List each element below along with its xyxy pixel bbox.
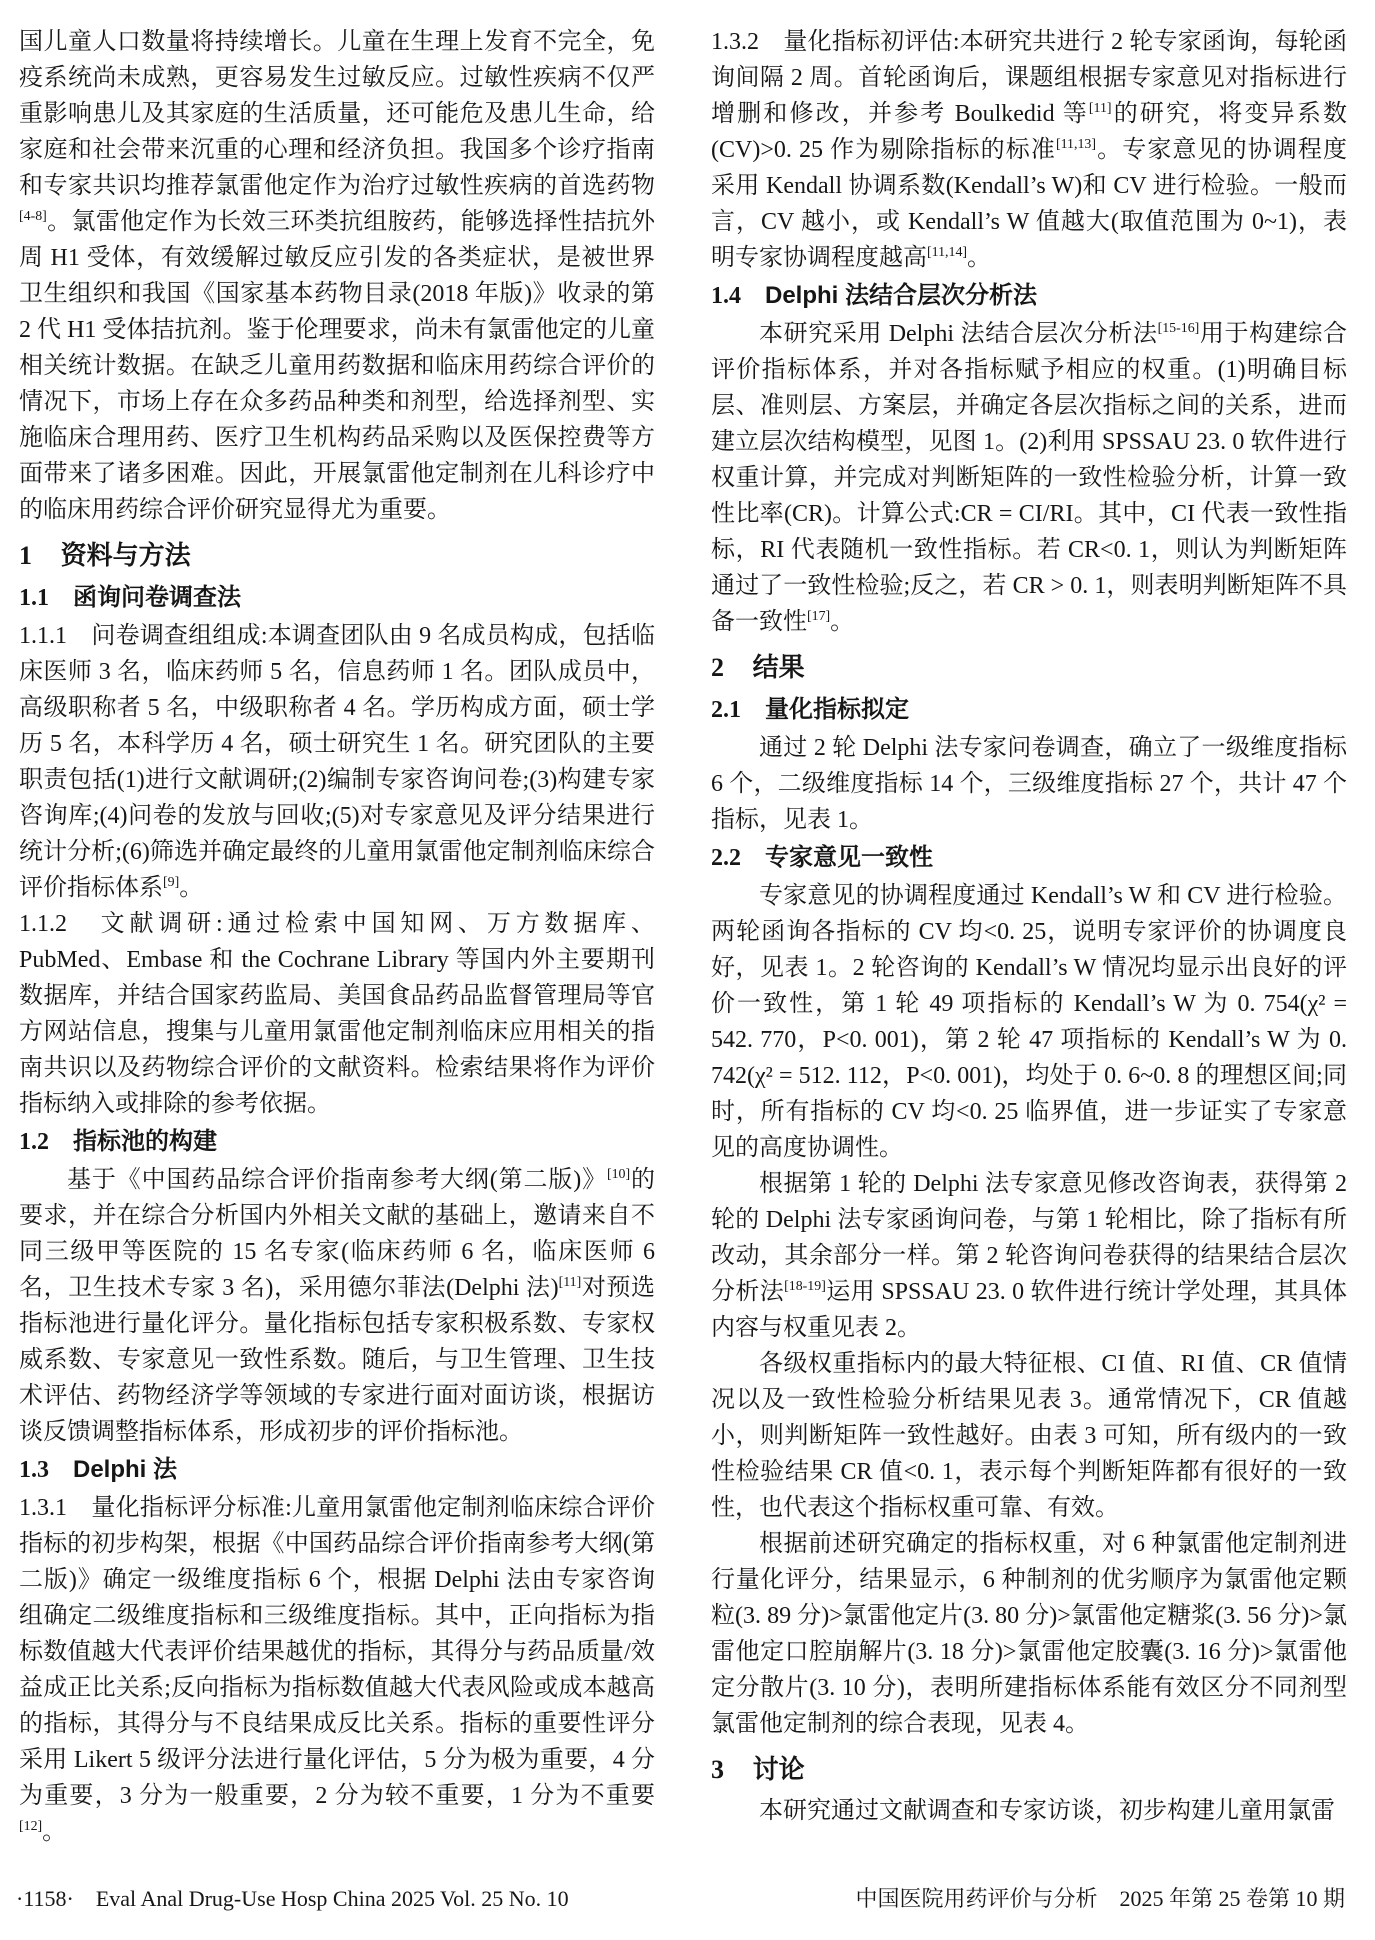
section-heading-3-discussion [711, 1748, 1347, 1791]
paragraph-1-3-1: 1.3.1 量化指标评分标准:儿童用氯雷他定制剂临床综合评价指标的初步构架，根据《中国药品综合评价指南参考大纲(第二版)》确定一级维度指标 6 个，根据 Delphi 法由专家咨询组确定二级维度指标和三级维度指标。其中，正向指标为指标数值越大代表评价结果越优的指标，其得分与药品质量/效益成正比关系;反向指标为指标数值越大代表风险或成本越高的指标，其得分与不良结果成反比关系。指标的重要性评分采用 Likert 5 级评分法进行量化评估，5 分为极为重要，4 分为重要，3 分为一般重要，2 分为较不重要，1 分为不重要[12]。 [19, 1495, 655, 1845]
subsection-heading-2-2 [711, 839, 1347, 877]
subsection-heading-1-3 [19, 1451, 655, 1489]
paragraph-2-1: 通过 2 轮 Delphi 法专家问卷调查，确立了一级维度指标 6 个，二级维度指标 14 个，三级维度指标 27 个，共计 47 个指标，见表 1。 [711, 735, 1347, 833]
paragraph-1-3-2: 1.3.2 量化指标初评估:本研究共进行 2 轮专家函询，每轮函询间隔 2 周。首轮函询后，课题组根据专家意见对指标进行增删和修改，并参考 Boulkedid 等[11]的研究，将变异系数(CV)>0. 25 作为剔除指标的标准[11,13]。专家意见的协调程度采用 Kendall 协调系数(Kendall’s W)和 CV 进行检验。一般而言，CV 越小，或 Kendall’s W 值越大(取值范围为 0~1)，表明专家协调程度越高[11,14]。 [711, 29, 1348, 271]
section-number: 1.2 [19, 1129, 49, 1155]
right-column [711, 24, 1347, 1850]
section-title: 函询问卷调查法 [73, 584, 241, 611]
page-footer [16, 1884, 1345, 1914]
paragraph-1-4: 本研究采用 Delphi 法结合层次分析法[15-16]用于构建综合评价指标体系，并对各指标赋予相应的权重。(1)明确目标层、准则层、方案层，并确定各层次指标之间的关系，进而建立层次结构模型，见图 1。(2)利用 SPSSAU 23. 0 软件进行权重计算，并完成对判断矩阵的一致性检验分析，计算一致性比率(CR)。计算公式:CR = CI/RI。其中，CI 代表一致性指标，RI 代表随机一致性指标。若 CR<0. 1，则认为判断矩阵通过了一致性检验;反之，若 CR > 0. 1，则表明判断矩阵不具备一致性[17]。 [711, 321, 1347, 635]
paragraph-2-2-cr-check: 各级权重指标内的最大特征根、CI 值、RI 值、CR 值情况以及一致性检验分析结果见表 3。通常情况下，CR 值越小，则判断矩阵一致性越好。由表 3 可知，所有级内的一致性检验结果 CR 值<0. 1，表示每个判断矩阵都有很好的一致性，也代表这个指标权重可靠、有效。 [711, 1351, 1347, 1521]
subsection-heading-1-2 [19, 1123, 655, 1161]
section-title: 讨论 [752, 1754, 805, 1784]
paragraph-intro-continued: 国儿童人口数量将持续增长。儿童在生理上发育不完全，免疫系统尚未成熟，更容易发生过敏反应。过敏性疾病不仅严重影响患儿及其家庭的生活质量，还可能危及患儿生命，给家庭和社会带来沉重的心理和经济负担。我国多个诊疗指南和专家共识均推荐氯雷他定作为治疗过敏性疾病的首选药物[4-8]。氯雷他定作为长效三环类抗组胺药，能够选择性拮抗外周 H1 受体，有效缓解过敏反应引发的各类症状，是被世界卫生组织和我国《国家基本药物目录(2018 年版)》收录的第 2 代 H1 受体拮抗剂。鉴于伦理要求，尚未有氯雷他定的儿童相关统计数据。在缺乏儿童用药数据和临床用药综合评价的情况下，市场上存在众多药品种类和剂型，给选择剂型、实施临床合理用药、医疗卫生机构药品采购以及医保控费等方面带来了诸多困难。因此，开展氯雷他定制剂在儿科诊疗中的临床用药综合评价研究显得尤为重要。 [19, 29, 655, 523]
paragraph-1-1-1: 1.1.1 问卷调查组组成:本调查团队由 9 名成员构成，包括临床医师 3 名，临床药师 5 名，信息药师 1 名。团队成员中，高级职称者 5 名，中级职称者 4 名。学历构成方面，硕士学历 5 名，本科学历 4 名，硕士研究生 1 名。研究团队的主要职责包括(1)进行文献调研;(2)编制专家咨询问卷;(3)构建专家咨询库;(4)问卷的发放与回收;(5)对专家意见及评分结果进行统计分析;(6)筛选并确定最终的儿童用氯雷他定制剂临床综合评价指标体系[9]。 [19, 623, 655, 901]
footer-journal-zh: 中国医院用药评价与分析 2025 年第 25 卷第 10 期 [855, 1886, 1345, 1911]
paragraph-2-2-round2: 根据第 1 轮的 Delphi 法专家意见修改咨询表，获得第 2 轮的 Delphi 法专家函询问卷，与第 1 轮相比，除了指标有所改动，其余部分一样。第 2 轮咨询问卷获得的结果结合层次分析法[18-19]运用 SPSSAU 23. 0 软件进行统计学处理，其具体内容与权重见表 2。 [711, 1171, 1347, 1341]
section-number: 3 [711, 1755, 724, 1784]
subsection-heading-1-1 [19, 579, 655, 617]
section-number: 1.1 [19, 585, 49, 611]
section-title: Delphi 法 [73, 1456, 178, 1483]
paragraph-2-2-scores: 根据前述研究确定的指标权重，对 6 种氯雷他定制剂进行量化评分，结果显示，6 种制剂的优劣顺序为氯雷他定颗粒(3. 89 分)>氯雷他定片(3. 80 分)>氯雷他定糖浆(3. 56 分)>氯雷他定口腔崩解片(3. 18 分)>氯雷他定胶囊(3. 16 分)>氯雷他定分散片(3. 10 分)，表明所建指标体系能有效区分不同剂型氯雷他定制剂的综合表现，见表 4。 [711, 1531, 1347, 1737]
paragraph-1-1-2: 1.1.2 文献调研:通过检索中国知网、万方数据库、PubMed、Embase 和 the Cochrane Library 等国内外主要期刊数据库，并结合国家药监局、美国食品药品监督管理局等官方网站信息，搜集与儿童用氯雷他定制剂临床应用相关的指南共识以及药物综合评价的文献资料。检索结果将作为评价指标纳入或排除的参考依据。 [19, 911, 655, 1117]
section-number: 1 [19, 541, 32, 570]
subsection-heading-1-4 [711, 277, 1347, 315]
section-title: 量化指标拟定 [765, 696, 909, 723]
section-number: 1.3 [19, 1457, 49, 1483]
section-title: 结果 [752, 652, 805, 682]
left-column [19, 24, 655, 1850]
section-number: 2.2 [711, 845, 741, 871]
footer-page-number-journal-en: ·1158· Eval Anal Drug-Use Hosp China 2025 Vol. 25 No. 10 [16, 1886, 569, 1911]
paragraph-1-2: 基于《中国药品综合评价指南参考大纲(第二版)》[10]的要求，并在综合分析国内外相关文献的基础上，邀请来自不同三级甲等医院的 15 名专家(临床药师 6 名，临床医师 6 名，卫生技术专家 3 名)，采用德尔菲法(Delphi 法)[11]对预选指标池进行量化评分。量化指标包括专家积极系数、专家权威系数、专家意见一致性系数。随后，与卫生管理、卫生技术评估、药物经济学等领域的专家进行面对面访谈，根据访谈反馈调整指标体系，形成初步的评价指标池。 [19, 1167, 656, 1445]
section-number: 2.1 [711, 697, 741, 723]
paragraph-3-discussion: 本研究通过文献调查和专家访谈，初步构建儿童用氯雷 [759, 1798, 1335, 1824]
section-heading-1-materials-methods [19, 534, 655, 577]
section-number: 2 [711, 653, 724, 682]
section-title: 资料与方法 [60, 540, 191, 570]
section-title: 指标池的构建 [73, 1128, 217, 1155]
section-title: 专家意见一致性 [765, 844, 933, 871]
subsection-heading-2-1 [711, 691, 1347, 729]
section-number: 1.4 [711, 283, 741, 309]
section-heading-2-results [711, 646, 1347, 689]
paragraph-2-2-consistency: 专家意见的协调程度通过 Kendall’s W 和 CV 进行检验。两轮函询各指标的 CV 均<0. 25，说明专家评价的协调度良好，见表 1。2 轮咨询的 Kendall’s W 情况均显示出良好的评价一致性，第 1 轮 49 项指标的 Kendall’s W 为 0. 754(χ² = 542. 770，P<0. 001)，第 2 轮 47 项指标的 Kendall’s W 为 0. 742(χ² = 512. 112，P<0. 001)，均处于 0. 6~0. 8 的理想区间;同时，所有指标的 CV 均<0. 25 临界值，进一步证实了专家意见的高度协调性。 [711, 883, 1347, 1161]
section-title: Delphi 法结合层次分析法 [765, 282, 1038, 309]
